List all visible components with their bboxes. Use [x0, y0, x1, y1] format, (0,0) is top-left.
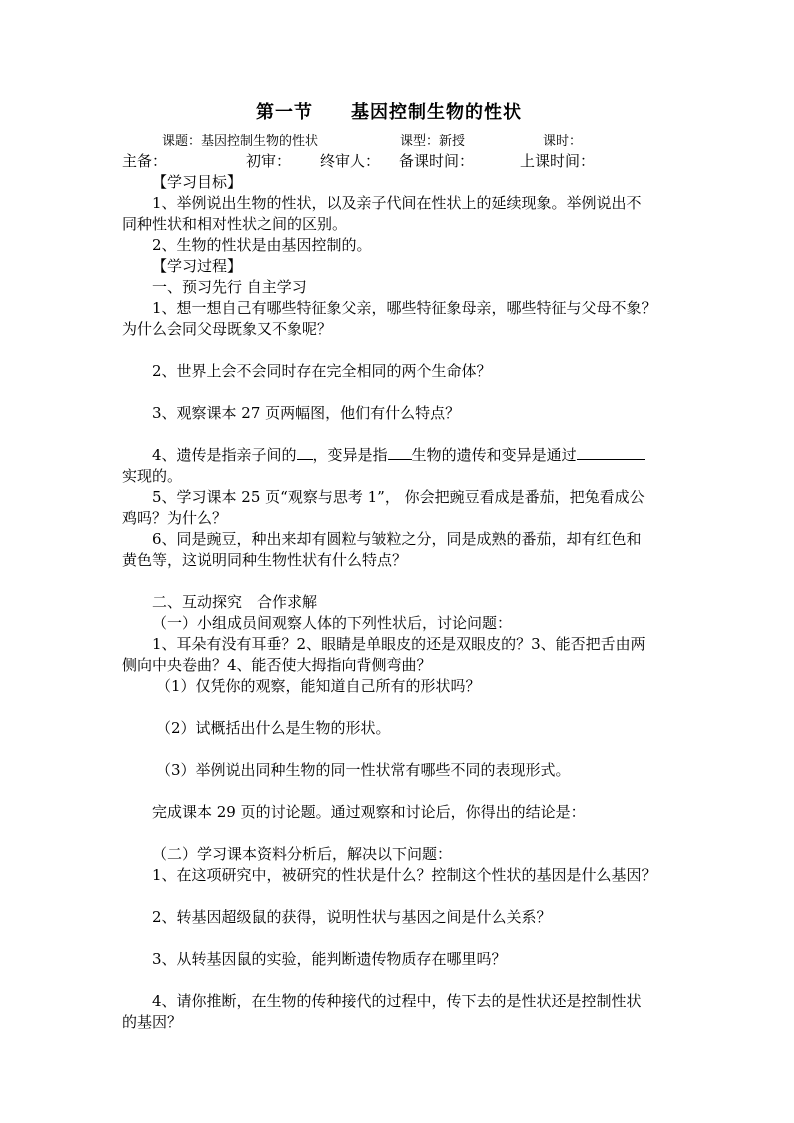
question-6-line1: 6、同是豌豆，种出来却有圆粒与皱粒之分，同是成熟的番茄，却有红色和 — [152, 530, 642, 548]
fill-blank-heredity[interactable] — [297, 445, 313, 460]
goals-heading: 【学习目标】 — [152, 173, 243, 191]
question-6-line2: 黄色等，这说明同种生物性状有什么特点？ — [122, 551, 408, 569]
question-1-line1: 1、想一想自己有哪些特征象父亲，哪些特征象母亲，哪些特征与父母不象？ — [152, 299, 657, 317]
question-5-line1: 5、学习课本 25 页“观察与思考 1”， 你会把豌豆看成是番茄，把兔看成公 — [152, 488, 645, 506]
meta-first-review: 初审： — [246, 152, 292, 170]
fill-blank-variation[interactable] — [388, 445, 412, 460]
group2-question-1: 1、在这项研究中，被研究的性状是什么？控制这个性状的基因是什么基因？ — [152, 866, 657, 884]
question-4-line1 — [152, 445, 645, 465]
group2-heading: （二）学习课本资料分析后，解决以下问题： — [152, 845, 453, 863]
group2-question-4-line1: 4、请你推断，在生物的传种接代的过程中，传下去的是性状还是控制性状 — [152, 992, 642, 1010]
question-1-line2: 为什么会同父母既象又不象呢？ — [122, 320, 333, 338]
sub-question-1: （1）仅凭你的观察，能知道自己所有的形状吗？ — [156, 677, 481, 695]
question-4-text-a: 4、遗传是指亲子间的 — [152, 446, 297, 464]
meta-class-time: 上课时间： — [520, 152, 596, 170]
group1-questions-line1: 1、耳朵有没有耳垂？2、眼睛是单眼皮的还是双眼皮的？3、能否把舌由两 — [152, 635, 646, 653]
question-3: 3、观察课本 27 页两幅图，他们有什么特点？ — [152, 404, 461, 422]
part2-heading: 二、互动探究 合作求解 — [152, 593, 318, 611]
group2-question-4-line2: 的基因？ — [122, 1013, 183, 1031]
goal-1-line2: 同种性状和相对性状之间的区别。 — [122, 215, 348, 233]
sub-question-3: （3）举例说出同种生物的同一性状常有哪些不同的表现形式。 — [156, 761, 571, 779]
group2-question-3: 3、从转基因鼠的实验，能判断遗传物质存在哪里吗？ — [152, 950, 507, 968]
question-4-line2: 实现的。 — [122, 467, 183, 485]
goal-2: 2、生物的性状是由基因控制的。 — [152, 236, 372, 254]
goal-1-line1: 1、举例说出生物的性状，以及亲子代间在性状上的延续现象。举例说出不 — [152, 194, 642, 212]
conclusion-prompt: 完成课本 29 页的讨论题。通过观察和讨论后，你得出的结论是： — [152, 803, 586, 821]
group2-question-2: 2、转基因超级鼠的获得，说明性状与基因之间是什么关系？ — [152, 908, 552, 926]
question-2: 2、世界上会不会同时存在完全相同的两个生命体？ — [152, 362, 492, 380]
meta-prep-time: 备课时间： — [399, 152, 475, 170]
question-5-line2: 鸡吗？为什么？ — [122, 509, 228, 527]
page-title: 第一节 基因控制生物的性状 — [256, 102, 522, 123]
fill-blank-mechanism[interactable] — [577, 445, 645, 460]
part1-heading: 一、预习先行 自主学习 — [152, 278, 307, 296]
meta-prep: 主备： — [122, 152, 168, 170]
meta-final-review: 终审人： — [320, 152, 381, 170]
group1-questions-line2: 侧向中央卷曲？4、能否使大拇指向背侧弯曲？ — [122, 656, 432, 674]
meta-topic: 课题：基因控制生物的性状 — [162, 134, 319, 149]
meta-hours: 课时： — [543, 134, 583, 149]
question-4-text-c: 生物的遗传和变异是通过 — [411, 446, 577, 464]
meta-type: 课型：新授 — [400, 134, 466, 149]
question-4-text-b: ，变异是指 — [312, 446, 388, 464]
group1-heading: （一）小组成员间观察人体的下列性状后，讨论问题： — [152, 614, 513, 632]
sub-question-2: （2）试概括出什么是生物的形状。 — [156, 719, 391, 737]
process-heading: 【学习过程】 — [152, 257, 243, 275]
